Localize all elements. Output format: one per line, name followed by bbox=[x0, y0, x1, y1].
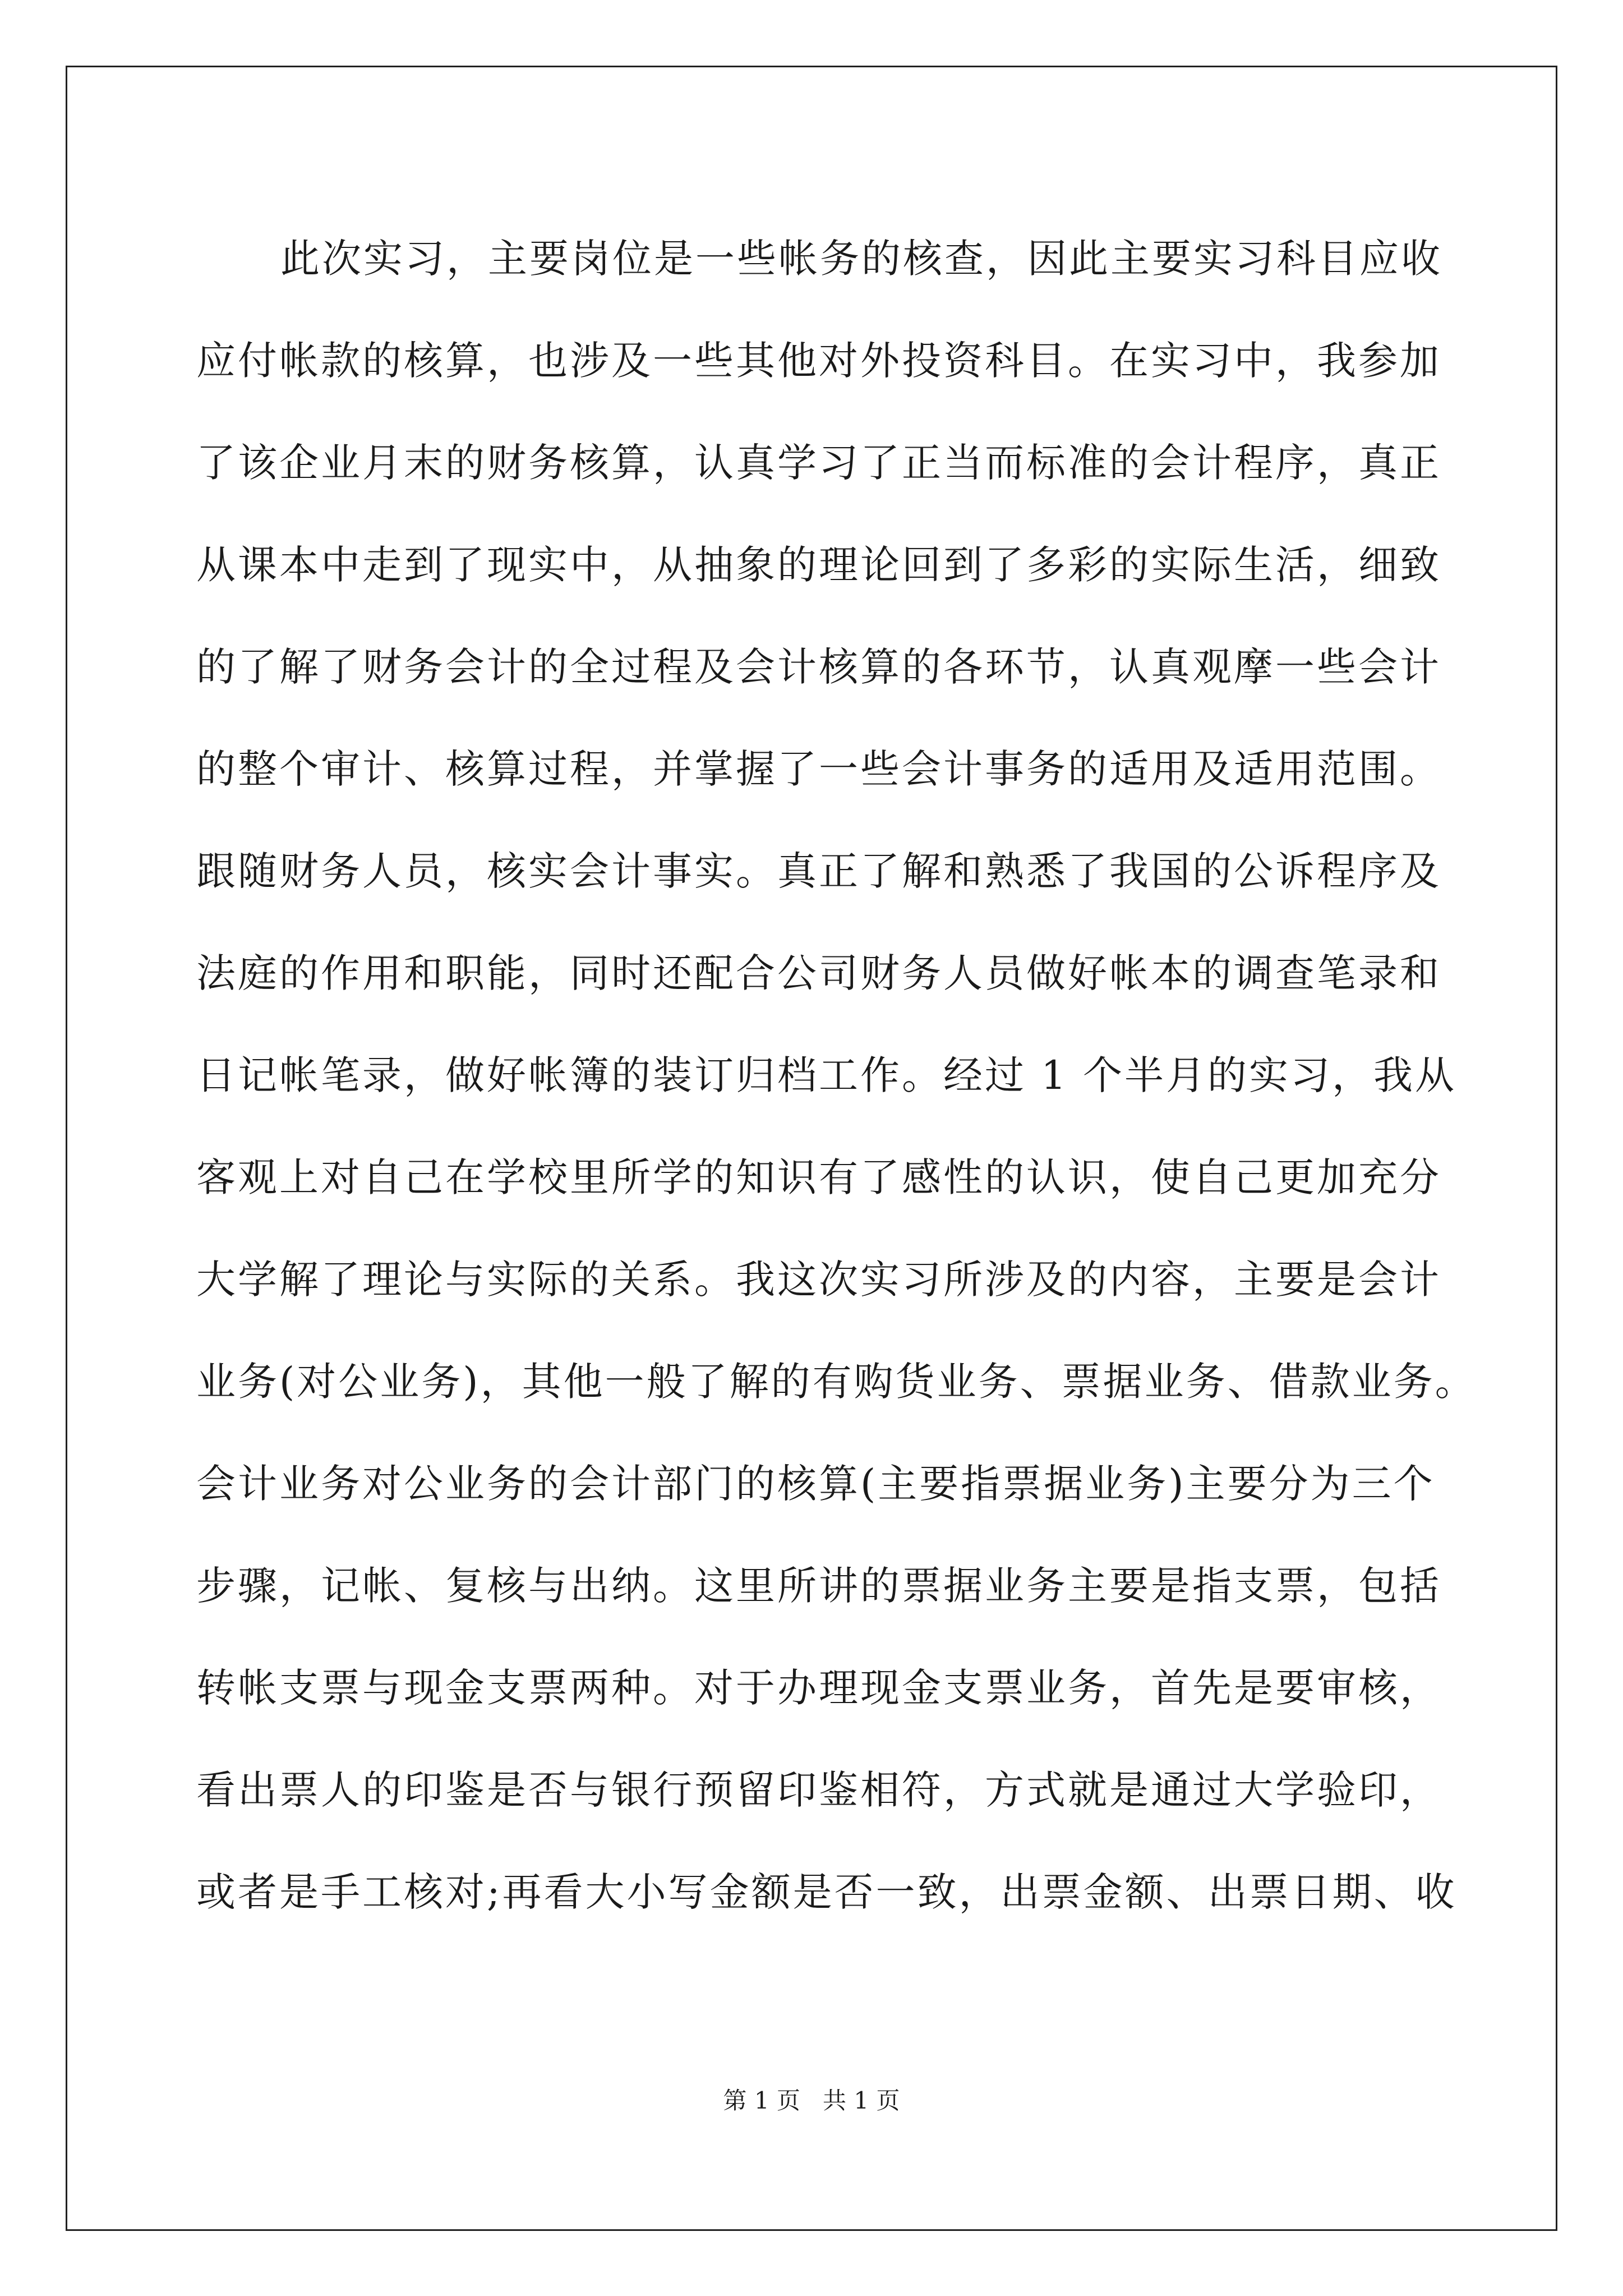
page-number-footer: 第 1 页 共 1 页 bbox=[723, 2087, 900, 2114]
text-line: 了该企业月末的财务核算，认真学习了正当而标准的会计程序，真正 bbox=[196, 440, 1441, 486]
text-line: 或者是手工核对;再看大小写金额是否一致，出票金额、出票日期、收 bbox=[196, 1869, 1457, 1915]
text-line: 的了解了财务会计的全过程及会计核算的各环节，认真观摩一些会计 bbox=[196, 644, 1441, 690]
body-paragraph bbox=[196, 208, 1477, 1943]
text-line: 客观上对自己在学校里所学的知识有了感性的认识，使自己更加充分 bbox=[196, 1154, 1441, 1200]
text-line: 从课本中走到了现实中，从抽象的理论回到了多彩的实际生活，细致 bbox=[196, 542, 1441, 588]
text-line: 的整个审计、核算过程，并掌握了一些会计事务的适用及适用范围。 bbox=[196, 746, 1441, 792]
text-line: 步骤，记帐、复核与出纳。这里所讲的票据业务主要是指支票，包括 bbox=[196, 1563, 1441, 1609]
text-line: 看出票人的印鉴是否与银行预留印鉴相符，方式就是通过大学验印， bbox=[196, 1767, 1441, 1813]
text-line: 此次实习，主要岗位是一些帐务的核查，因此主要实习科目应收 bbox=[280, 236, 1442, 282]
text-line: 跟随财务人员，核实会计事实。真正了解和熟悉了我国的公诉程序及 bbox=[196, 848, 1441, 894]
text-line: 大学解了理论与实际的关系。我这次实习所涉及的内容，主要是会计 bbox=[196, 1257, 1441, 1303]
text-line: 法庭的作用和职能，同时还配合公司财务人员做好帐本的调查笔录和 bbox=[196, 950, 1441, 996]
text-line: 业务(对公业务)，其他一般了解的有购货业务、票据业务、借款业务。 bbox=[196, 1359, 1477, 1405]
text-line: 转帐支票与现金支票两种。对于办理现金支票业务，首先是要审核， bbox=[196, 1665, 1441, 1711]
text-line: 会计业务对公业务的会计部门的核算(主要指票据业务)主要分为三个 bbox=[196, 1461, 1435, 1507]
text-line: 日记帐笔录，做好帐簿的装订归档工作。经过 1 个半月的实习，我从 bbox=[196, 1052, 1457, 1098]
text-line: 应付帐款的核算，也涉及一些其他对外投资科目。在实习中，我参加 bbox=[196, 338, 1441, 384]
